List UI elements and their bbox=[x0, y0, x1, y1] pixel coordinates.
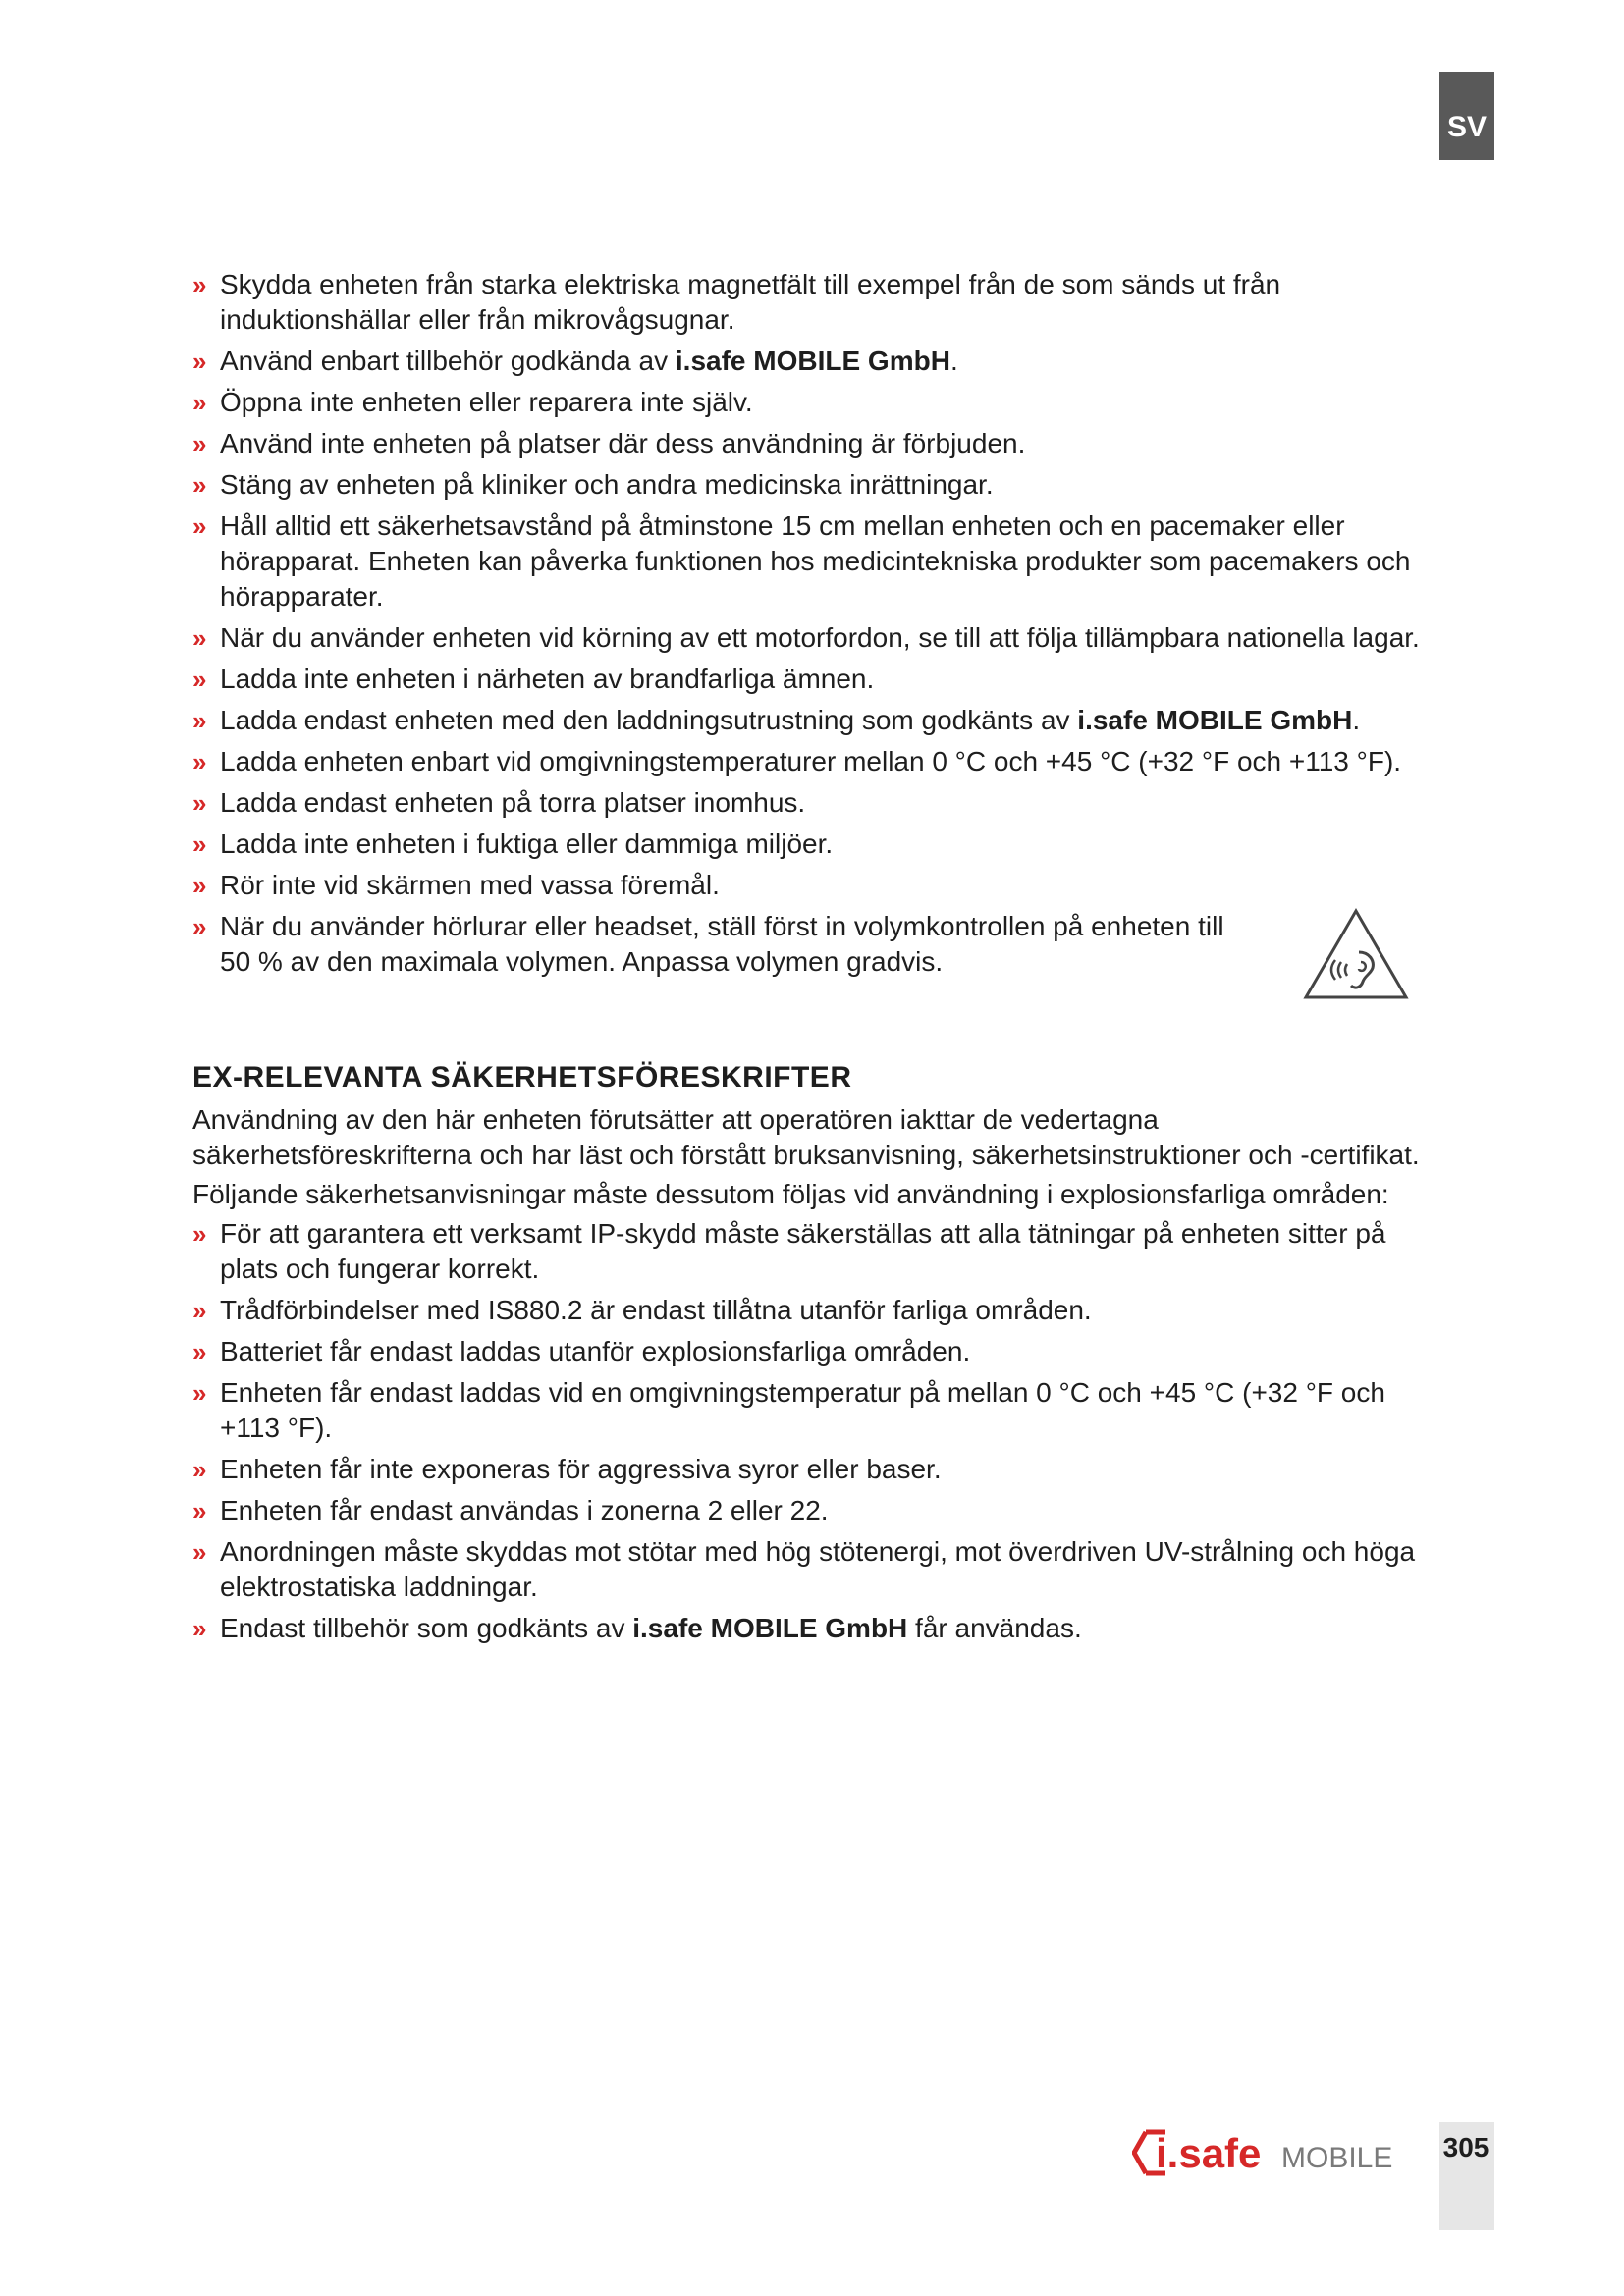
list-item bbox=[192, 1293, 1444, 1328]
list-item-suffix: får användas. bbox=[907, 1613, 1082, 1643]
list-item-text: När du använder hörlurar eller headset, ställ först in volymkontrollen på enheten till 50 % av den maximala volymen. Anpassa volymen gradvis. bbox=[220, 911, 1224, 977]
brand-name: i.safe MOBILE GmbH bbox=[675, 346, 950, 376]
list-item bbox=[192, 267, 1444, 338]
hearing-warning-icon bbox=[1302, 907, 1410, 1010]
list-item bbox=[192, 703, 1444, 738]
list-item-text: Rör inte vid skärmen med vassa föremål. bbox=[220, 870, 720, 900]
page-content bbox=[192, 267, 1444, 1652]
list-item bbox=[192, 1611, 1444, 1646]
list-item-text: Skydda enheten från starka elektriska magnetfält till exempel från de som sänds ut från induktionshällar eller från mikrovågsugnar. bbox=[220, 269, 1281, 335]
list-item bbox=[192, 508, 1444, 614]
list-item-text: Öppna inte enheten eller reparera inte själv. bbox=[220, 387, 753, 417]
double-chevron-icon: » bbox=[192, 788, 203, 818]
list-item bbox=[192, 662, 1444, 697]
safety-list-ex bbox=[192, 1216, 1444, 1646]
double-chevron-icon: » bbox=[192, 1496, 203, 1525]
logo-product-text: MOBILE bbox=[1281, 2142, 1393, 2174]
page-number: 305 bbox=[1442, 2132, 1489, 2163]
list-item-text: Enheten får endast laddas vid en omgivningstemperatur på mellan 0 °C och +45 °C (+32 °F och +113 °F). bbox=[220, 1377, 1385, 1443]
list-item bbox=[192, 1334, 1444, 1369]
logo-brand-text: i.safe bbox=[1156, 2130, 1262, 2176]
list-item bbox=[192, 426, 1444, 461]
list-item bbox=[192, 1452, 1444, 1487]
list-item bbox=[192, 620, 1444, 656]
list-item-suffix: . bbox=[949, 346, 958, 376]
list-item-text: Ladda enheten enbart vid omgivningstemperaturer mellan 0 °C och +45 °C (+32 °F och +113 °F). bbox=[220, 746, 1402, 776]
list-item-text: För att garantera ett verksamt IP-skydd måste säkerställas att alla tätningar på enheten sitter på plats och fungerar korrekt. bbox=[220, 1218, 1386, 1284]
list-item bbox=[192, 1375, 1444, 1446]
double-chevron-icon: » bbox=[192, 623, 203, 653]
double-chevron-icon: » bbox=[192, 470, 203, 500]
double-chevron-icon: » bbox=[192, 829, 203, 859]
double-chevron-icon: » bbox=[192, 1378, 203, 1408]
list-item-suffix: . bbox=[1352, 705, 1361, 735]
list-item bbox=[192, 1493, 1444, 1528]
double-chevron-icon: » bbox=[192, 347, 203, 376]
list-item-text: Använd inte enheten på platser där dess användning är förbjuden. bbox=[220, 428, 1026, 458]
double-chevron-icon: » bbox=[192, 270, 203, 299]
list-item-text: Enheten får endast användas i zonerna 2 eller 22. bbox=[220, 1495, 829, 1525]
brand-name: i.safe MOBILE GmbH bbox=[632, 1613, 908, 1643]
list-item bbox=[192, 744, 1444, 779]
list-item-text: Batteriet får endast laddas utanför explosionsfarliga områden. bbox=[220, 1336, 971, 1366]
section-heading: EX-RELEVANTA SÄKERHETSFÖRESKRIFTER bbox=[192, 1061, 852, 1094]
double-chevron-icon: » bbox=[192, 1614, 203, 1643]
isafe-mobile-logo bbox=[1132, 2118, 1397, 2187]
double-chevron-icon: » bbox=[192, 1455, 203, 1484]
section-paragraph: Användning av den här enheten förutsätter att operatören iakttar de vedertagna säkerhetsföreskrifterna och har läst och förstått bruksanvisning, säkerhetsinstruktioner och -certifikat. bbox=[192, 1104, 1420, 1170]
double-chevron-icon: » bbox=[192, 665, 203, 694]
list-item-text: Ladda endast enheten med den laddningsutrustning som godkänts av bbox=[220, 705, 1078, 735]
list-item-text: Endast tillbehör som godkänts av bbox=[220, 1613, 633, 1643]
list-item-text: Ladda endast enheten på torra platser inomhus. bbox=[220, 787, 806, 818]
double-chevron-icon: » bbox=[192, 871, 203, 900]
list-item-text: Enheten får inte exponeras för aggressiva syror eller baser. bbox=[220, 1454, 942, 1484]
list-item bbox=[192, 827, 1444, 862]
list-item-text: Anordningen måste skyddas mot stötar med hög stötenergi, mot överdriven UV-strålning och höga elektrostatiska laddningar. bbox=[220, 1536, 1416, 1602]
brand-name: i.safe MOBILE GmbH bbox=[1077, 705, 1353, 735]
list-item bbox=[192, 868, 1444, 903]
double-chevron-icon: » bbox=[192, 1537, 203, 1567]
list-item bbox=[192, 1534, 1444, 1605]
list-item bbox=[192, 909, 1444, 1010]
list-item bbox=[192, 785, 1444, 821]
list-item bbox=[192, 385, 1444, 420]
list-item-text: Trådförbindelser med IS880.2 är endast tillåtna utanför farliga områden. bbox=[220, 1295, 1092, 1325]
double-chevron-icon: » bbox=[192, 1219, 203, 1249]
double-chevron-icon: » bbox=[192, 1296, 203, 1325]
double-chevron-icon: » bbox=[192, 1337, 203, 1366]
list-item-text: Ladda inte enheten i fuktiga eller dammiga miljöer. bbox=[220, 828, 834, 859]
list-item-text: När du använder enheten vid körning av ett motorfordon, se till att följa tillämpbara nationella lagar. bbox=[220, 622, 1420, 653]
language-tab bbox=[1439, 72, 1494, 160]
section-paragraph: Följande säkerhetsanvisningar måste dessutom följas vid användning i explosionsfarliga områden: bbox=[192, 1179, 1389, 1209]
double-chevron-icon: » bbox=[192, 388, 203, 417]
list-item bbox=[192, 1216, 1444, 1287]
list-item-text: Ladda inte enheten i närheten av brandfarliga ämnen. bbox=[220, 664, 875, 694]
list-item-text: Håll alltid ett säkerhetsavstånd på åtminstone 15 cm mellan enheten och en pacemaker eller hörapparat. Enheten kan påverka funktionen hos medicintekniska produkter som pacemakers och hörapparater. bbox=[220, 510, 1411, 612]
language-tab-label: SV bbox=[1446, 111, 1488, 143]
list-item-text: Använd enbart tillbehör godkända av bbox=[220, 346, 676, 376]
double-chevron-icon: » bbox=[192, 912, 203, 941]
double-chevron-icon: » bbox=[192, 747, 203, 776]
list-item-text: Stäng av enheten på kliniker och andra medicinska inrättningar. bbox=[220, 469, 994, 500]
double-chevron-icon: » bbox=[192, 511, 203, 541]
list-item bbox=[192, 467, 1444, 503]
safety-list-general bbox=[192, 267, 1444, 1010]
double-chevron-icon: » bbox=[192, 706, 203, 735]
list-item bbox=[192, 344, 1444, 379]
double-chevron-icon: » bbox=[192, 429, 203, 458]
